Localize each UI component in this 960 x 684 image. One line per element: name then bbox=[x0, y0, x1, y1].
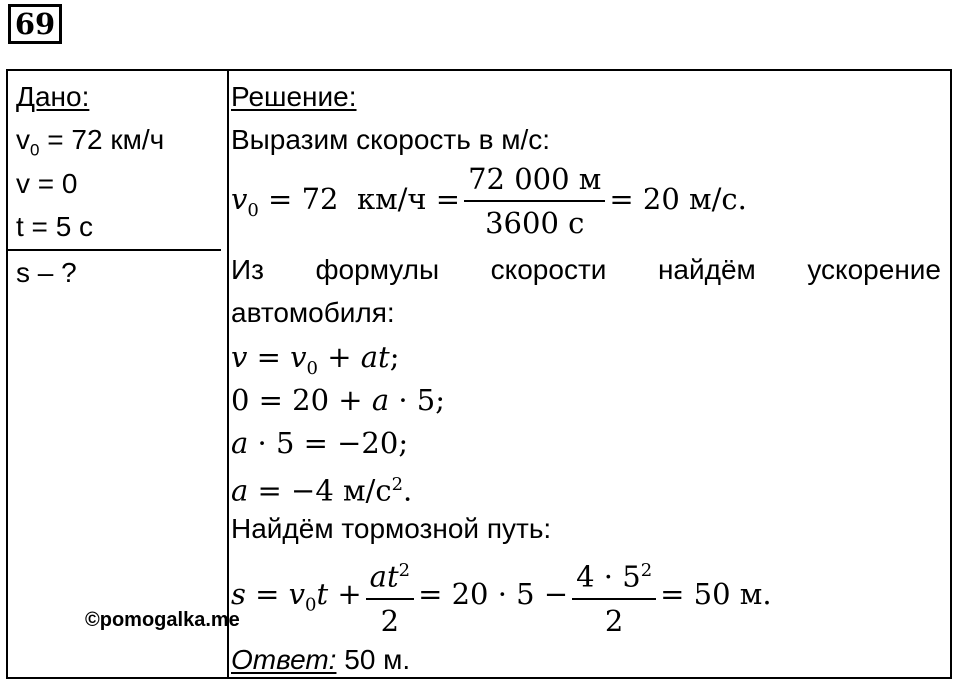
given-header: Дано: bbox=[16, 81, 90, 112]
given-v0: $v_0 = 72$ км/ч bbox=[16, 124, 165, 160]
eq-velocity-formula: $v = v_0$ + at; bbox=[231, 340, 400, 379]
eq1-unit: км/ч bbox=[356, 182, 427, 216]
eq-step-2: 0 = 20 + a · 5; bbox=[231, 383, 446, 417]
express-line: Выразим скорость в м/с: bbox=[231, 124, 551, 155]
answer-value: 50 м. bbox=[344, 644, 411, 675]
eq-step-2-left: 0 = 20 + bbox=[231, 383, 363, 417]
eq-step-2-right: · 5; bbox=[398, 383, 446, 417]
eq-s-mid: = 20 · 5 − bbox=[418, 576, 569, 611]
eq-acceleration-value: = −4 м/с bbox=[257, 473, 392, 508]
given-divider bbox=[8, 249, 221, 251]
given-t-value: 5 с bbox=[55, 211, 94, 242]
eq-s-denom-b: 2 bbox=[604, 603, 624, 638]
text-line-1: Из формулы скорости найдём ускорение bbox=[231, 254, 941, 285]
solution-header: Решение: bbox=[231, 81, 357, 112]
find-s: s – ? bbox=[16, 257, 77, 288]
answer-line bbox=[231, 643, 410, 677]
column-divider bbox=[227, 71, 229, 677]
eq-s-result: = 50 м. bbox=[660, 576, 772, 611]
eq1-numerator: 72 000 м bbox=[464, 160, 605, 202]
eq-step-3: a · 5 = −20; bbox=[231, 426, 409, 460]
eq-s-denom-a: 2 bbox=[380, 603, 400, 638]
problem-number: 69 bbox=[8, 4, 62, 44]
text-line-2: автомобиля: bbox=[231, 297, 395, 328]
eq1-result: 20 м/с. bbox=[642, 182, 747, 216]
eq-s-num-b: 4 · 5 bbox=[576, 559, 641, 594]
given-v: v = 0 bbox=[16, 168, 78, 199]
answer-label: Ответ: bbox=[231, 644, 337, 675]
watermark: ©pomogalka.me bbox=[85, 609, 240, 631]
brake-line: Найдём тормозной путь: bbox=[231, 513, 552, 544]
eq-speed-conversion: $v_0 = 72$ км/ч = $\frac{72 000 м}{3600 с}$ = 20 м/с. bbox=[231, 162, 747, 240]
eq-s-fraction-a: $\frac{at^2}{2}$ bbox=[366, 552, 414, 640]
given-v-value: 0 bbox=[61, 168, 78, 199]
eq-s-num-a: at bbox=[369, 559, 399, 594]
eq-s-fraction-b: $\frac{4 \cdot 5^2}{2}$ bbox=[572, 552, 656, 640]
eq1-value: 72 bbox=[301, 182, 339, 216]
eq1-fraction bbox=[464, 160, 605, 242]
eq-step-3-text: · 5 = −20; bbox=[257, 426, 409, 460]
given-v0-value: 72 км/ч bbox=[71, 124, 165, 155]
given-t: t = 5 с bbox=[16, 211, 94, 242]
eq1-denominator: 3600 с bbox=[485, 206, 585, 240]
eq-acceleration: a = −4 $м/с^2$. bbox=[231, 473, 413, 508]
eq-distance: $s = v_0t$ + $\frac{at^2}{2}$ = 20 · 5 − $\frac{4 \cdot 5^2}{2}$ = 50 м. bbox=[231, 552, 772, 640]
